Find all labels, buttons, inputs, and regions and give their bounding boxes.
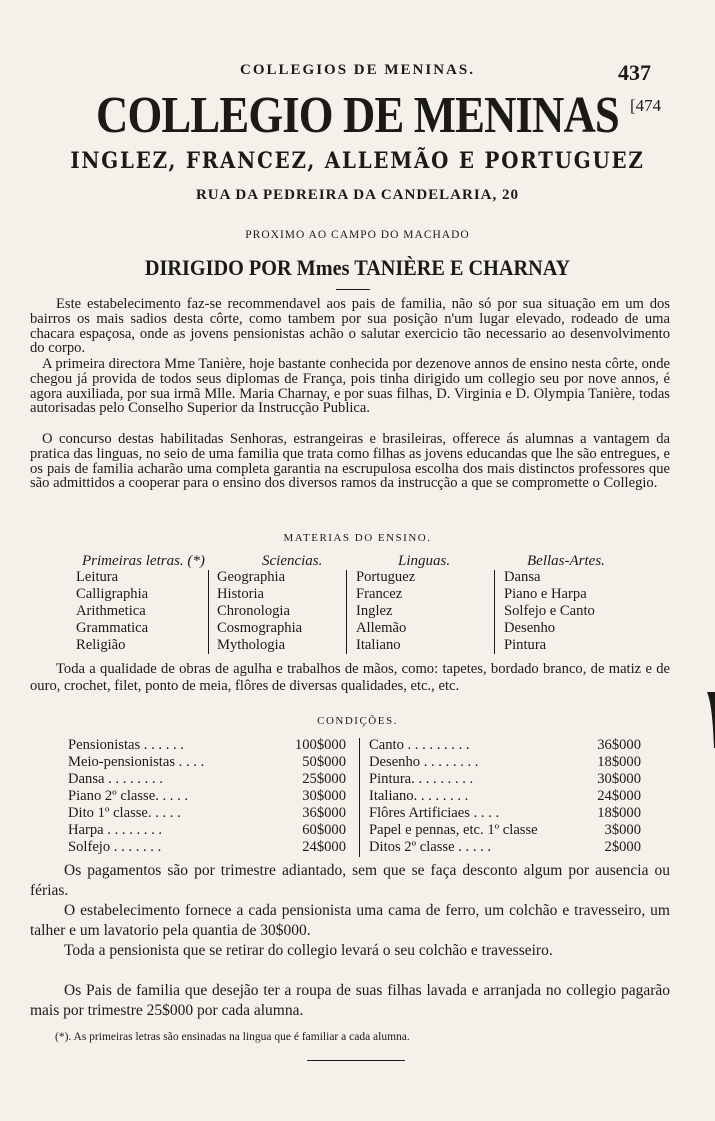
fee-value: 18$000 [597,754,641,770]
fee-label: Pensionistas . . . . . . [68,737,184,753]
list-item: Pintura [504,637,547,653]
table-row [369,805,641,822]
paragraph-bedding: O estabelecimento fornece a cada pensionista uma cama de ferro, um colchão e travesseiro, um talher e um lavatorio pela quantia de 30$000. [30,902,670,939]
page-edge-mark [704,690,715,750]
fee-value: 30$000 [302,788,346,804]
fee-label: Ditos 2º classe . . . . . [369,839,492,855]
fee-label: Pintura. . . . . . . . . [369,771,474,787]
list-item: Calligraphia [76,586,149,602]
table-row [369,771,641,788]
table-row [68,822,346,839]
subject-column-title: Sciencias. [262,553,323,569]
list-item: Francez [356,586,403,602]
footer-divider [307,1060,405,1061]
fee-label: Harpa . . . . . . . . [68,822,163,838]
fee-label: Italiano. . . . . . . . [369,788,469,804]
fee-label: Canto . . . . . . . . . [369,737,470,753]
table-row [68,771,346,788]
fee-value: 3$000 [604,822,641,838]
table-row [68,754,346,771]
conditions-heading: CONDIÇÕES. [317,715,398,727]
table-row [369,754,641,771]
table-row [68,839,346,856]
list-item: Portuguez [356,569,416,585]
fee-value: 36$000 [597,737,641,753]
table-row [369,839,641,856]
table-row [369,737,641,754]
table-row [68,737,346,754]
directed-by-line: DIRIGIDO POR Mmes TANIÈRE E CHARNAY [144,255,571,280]
list-item: Chronologia [217,603,290,619]
running-head: COLLEGIOS DE MENINAS. [240,62,475,78]
paragraph-laundry: Os Pais de familia que desejão ter a roupa de suas filhas lavada e arranjada no collegio pagarão mais por trimestre 25$000 por cada alumna. [30,982,670,1019]
fee-value: 2$000 [604,839,641,855]
fee-label: Papel e pennas, etc. 1º classe [369,822,538,838]
subject-list-letters [76,569,148,654]
subject-column-title: Bellas-Artes. [527,553,605,569]
subject-list-arts [504,569,595,654]
column-divider [359,738,360,857]
paragraph-payments: Os pagamentos são por trimestre adiantado, sem que se faça desconto algum por ausencia ou férias. [30,862,670,899]
fee-value: 50$000 [302,754,346,770]
fee-value: 24$000 [302,839,346,855]
fee-label: Solfejo . . . . . . . [68,839,162,855]
subject-column-title: Linguas. [398,553,451,569]
list-item: Grammatica [76,620,149,636]
column-divider [346,570,347,654]
fee-label: Flôres Artificiaes . . . . [369,805,500,821]
fee-value: 18$000 [597,805,641,821]
fee-value: 60$000 [302,822,346,838]
conditions-right-column [369,737,641,856]
page-title: COLLEGIO DE MENINAS [96,87,619,144]
list-item: Solfejo e Canto [504,603,595,619]
list-item: Italiano [356,637,401,653]
list-item: Geographia [217,569,286,585]
fee-label: Piano 2º classe. . . . . [68,788,189,804]
table-row [369,822,641,839]
table-row [68,805,346,822]
list-item: Cosmographia [217,620,303,636]
table-row [369,788,641,805]
footnote: (*). As primeiras letras são ensinadas na lingua que é familiar a cada alumna. [55,1031,410,1043]
fee-value: 100$000 [294,737,346,753]
reference-number: [474 [630,96,662,115]
paragraph-directors: A primeira directora Mme Tanière, hoje bastante conhecida por dezenove annos de ensino nesta côrte, onde chegou já provida de todos seus diplomas de França, pois tinha dirigido um collegio seu por nove annos, é agora auxiliada, por sua irmã Mlle. Maria Charnay, e por suas filhas, D. Virginia e D. Olympia Tanière, todas autorisadas pelo Conselho Superior da Instrucção Publica. [30,356,670,417]
fee-label: Dito 1º classe. . . . . [68,805,181,821]
subject-list-sciences [217,569,302,654]
subject-column-title: Primeiras letras. (*) [82,553,205,569]
paragraph-needlework: Toda a qualidade de obras de agulha e trabalhos de mãos, como: tapetes, bordado branco, de matiz e de ouro, crochet, filet, ponto de meia, flôres de diversas qualidades, etc., etc. [30,661,670,694]
paragraph-teachers: O concurso destas habilitadas Senhoras, estrangeiras e brasileiras, offerece ás alumnas a vantagem da pratica das linguas, no seio de uma familia que trata como filhas as jovens educandas que lhe são entregues, e os pais de familia acharão uma completa garantia na escrupulosa escolha dos mais distinctos professores que são admittidos a cooperar para o ensino dos diversos ramos da instrucção a que se compromette o Collegio. [30,431,670,492]
proximity-line: PROXIMO AO CAMPO DO MACHADO [245,229,470,241]
paragraph-intro: Este estabelecimento faz-se recommendavel aos pais de familia, não só por sua situação em um dos bairros os mais sadios desta côrte, como tambem por sua posição n'um lugar elevado, rodeado de uma chacara espaçosa, onde as jovens pensionistas achão o salutar exercicio tão necessario ao desenvolvimento do corpo. [30,296,670,357]
column-divider [494,570,495,654]
fee-label: Dansa . . . . . . . . [68,771,163,787]
languages-subtitle: INGLEZ, FRANCEZ, ALLEMÃO E PORTUGUEZ [70,148,645,174]
page-number: 437 [618,60,651,85]
column-divider [208,570,209,654]
paragraph-leaving: Toda a pensionista que se retirar do collegio levará o seu colchão e travesseiro. [64,942,553,959]
fee-value: 36$000 [302,805,346,821]
fee-label: Meio-pensionistas . . . . [68,754,205,770]
address-line: RUA DA PEDREIRA DA CANDELARIA, 20 [195,187,520,203]
table-row [68,788,346,805]
subject-list-languages [356,569,415,654]
list-item: Allemão [356,620,407,636]
header-divider [336,289,370,290]
conditions-left-column [68,737,346,856]
list-item: Mythologia [217,637,286,653]
list-item: Religião [76,637,126,653]
list-item: Historia [217,586,265,602]
fee-value: 25$000 [302,771,346,787]
list-item: Desenho [504,620,556,636]
subjects-heading: MATERIAS DO ENSINO. [283,532,432,544]
fee-label: Desenho . . . . . . . . [369,754,479,770]
list-item: Arithmetica [76,603,146,619]
list-item: Inglez [356,603,393,619]
list-item: Leitura [76,569,119,585]
fee-value: 24$000 [597,788,641,804]
list-item: Dansa [504,569,541,585]
list-item: Piano e Harpa [504,586,587,602]
fee-value: 30$000 [597,771,641,787]
